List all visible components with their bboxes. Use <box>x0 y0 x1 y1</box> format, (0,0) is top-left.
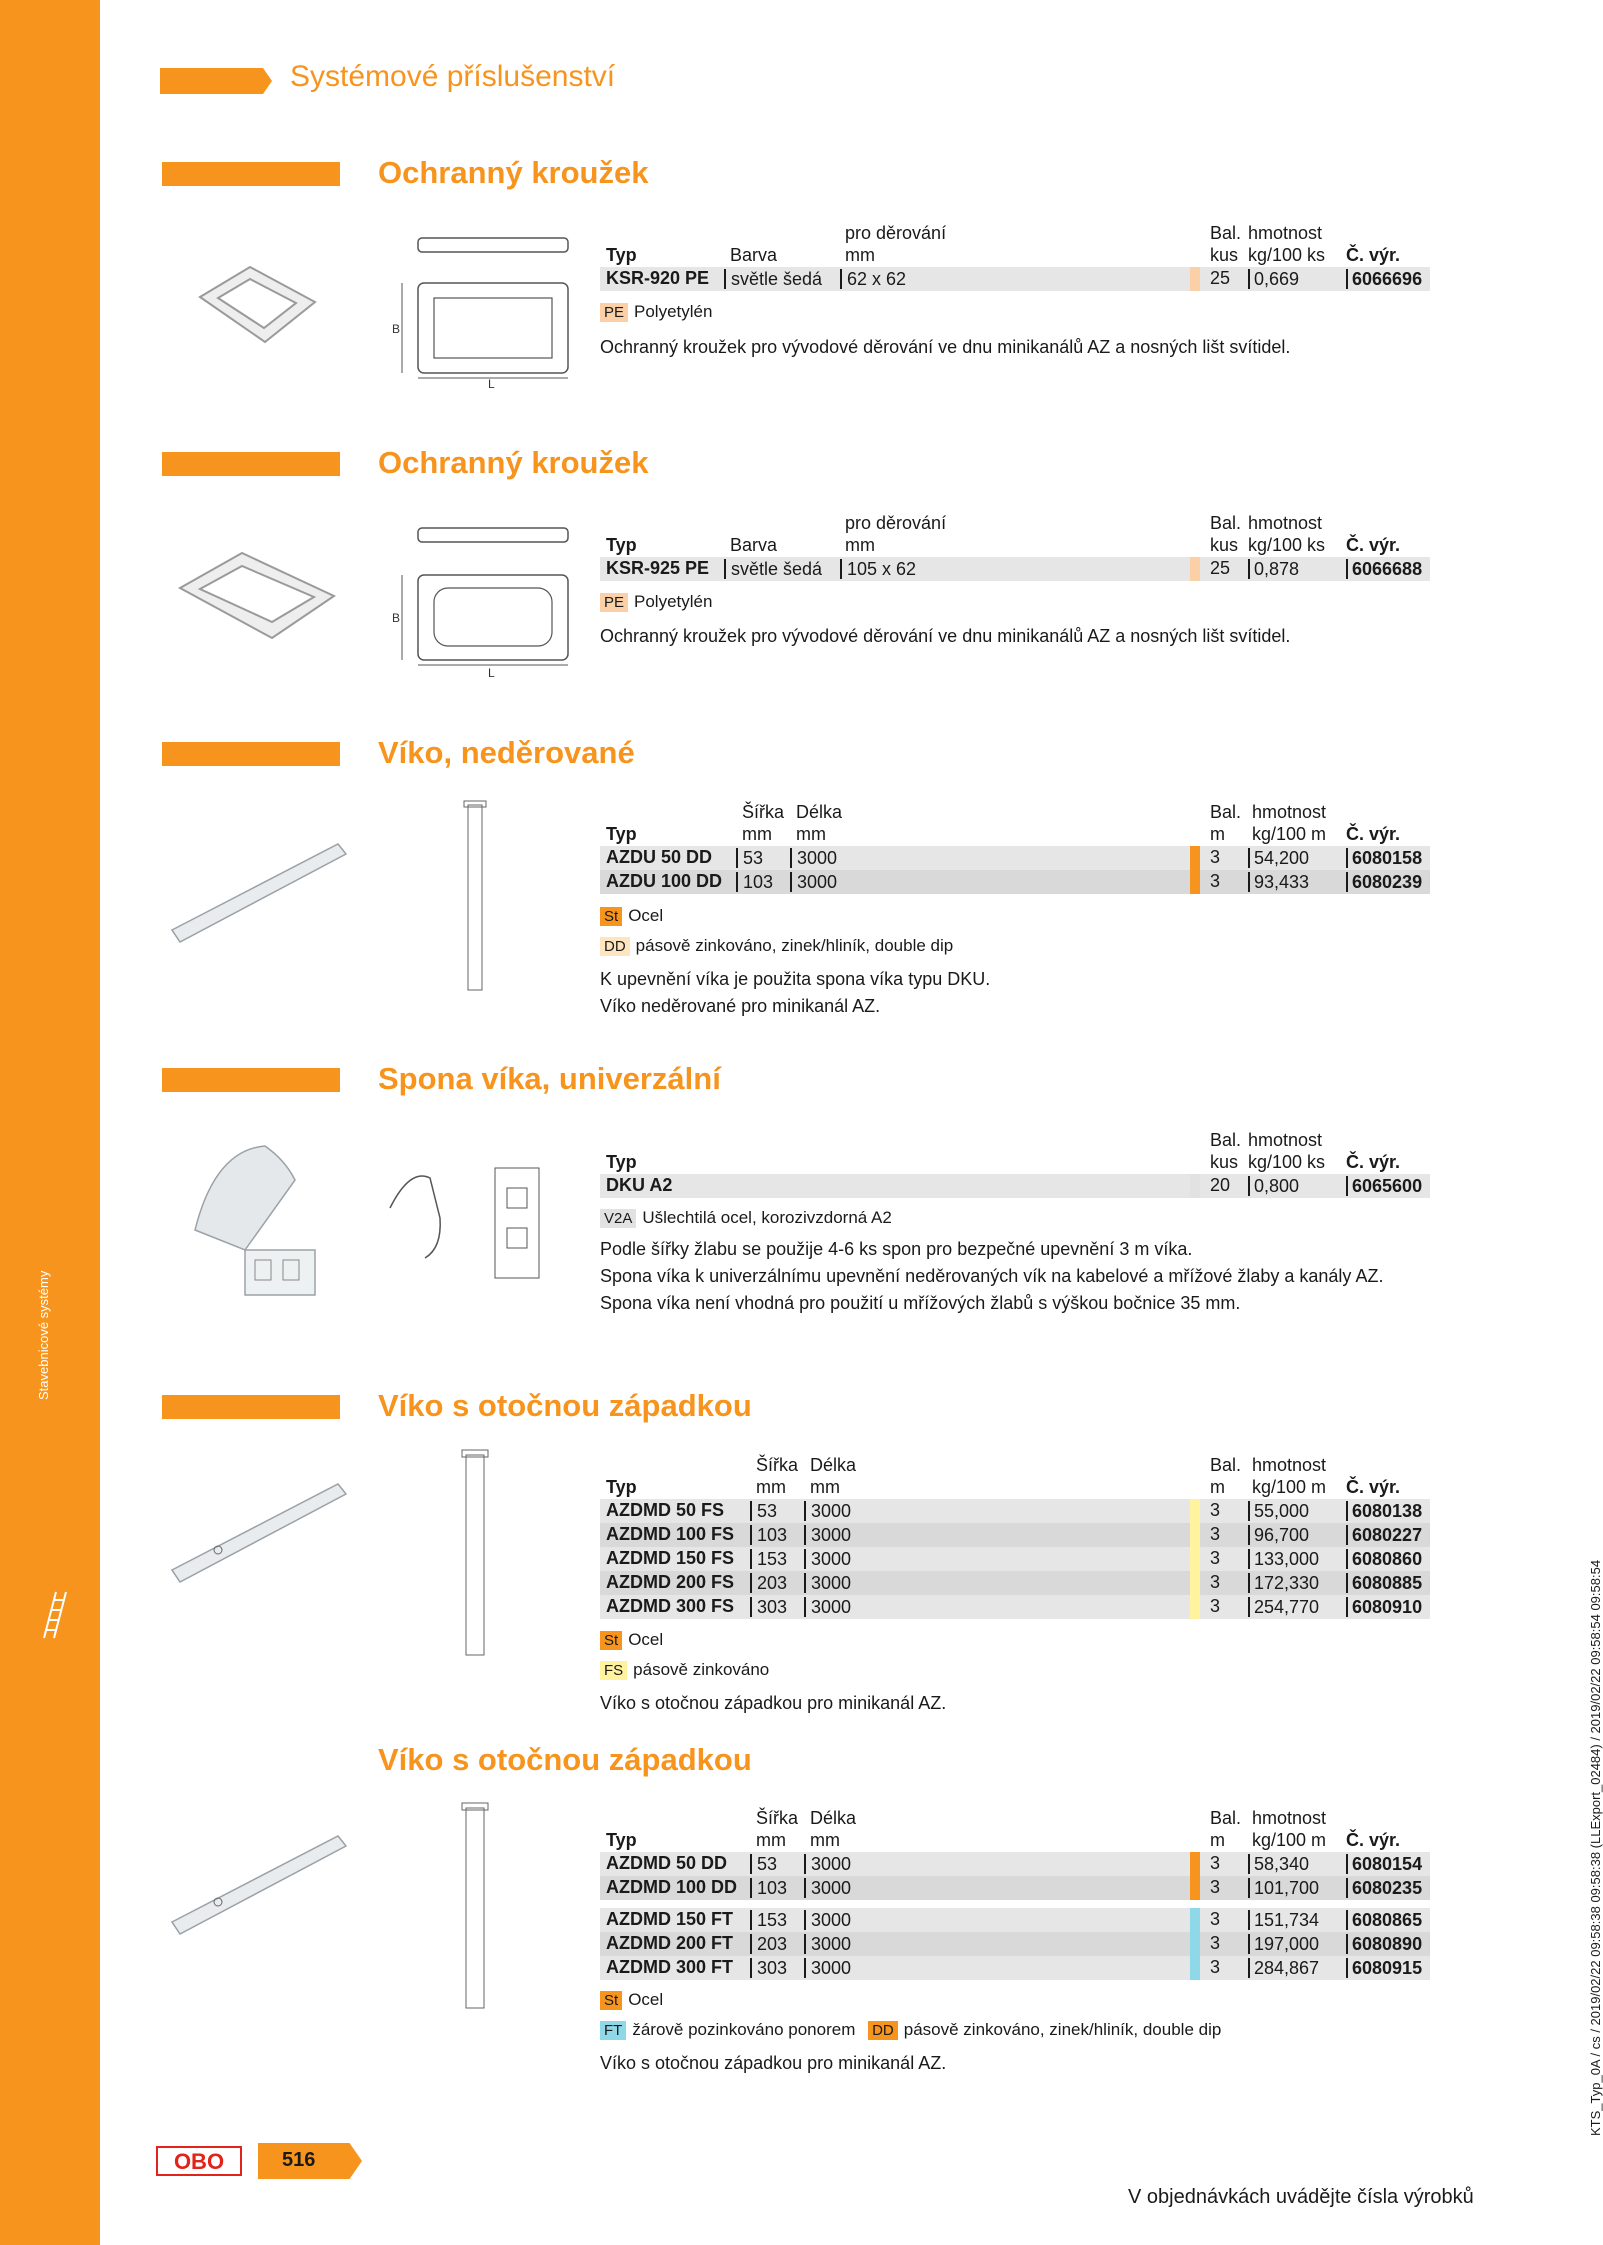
protective-ring-drawing <box>388 520 583 680</box>
obo-logo <box>156 2145 242 2177</box>
th-art: Č. výr. <box>1346 535 1401 555</box>
description-line: Víko neděrované pro minikanál AZ. <box>600 996 881 1016</box>
material-code: St <box>600 907 622 926</box>
cell-bal: 3 <box>1210 1500 1221 1520</box>
description <box>600 1236 1420 1317</box>
material-code: V2A <box>600 1209 636 1228</box>
material-line <box>600 936 953 956</box>
th-art: Č. výr. <box>1346 1477 1401 1497</box>
th-col1-l1: pro děrování <box>845 223 947 243</box>
th-hm-l1: hmotnost <box>1252 1808 1327 1828</box>
cell-art: 6080239 <box>1346 872 1422 892</box>
th-bal-l1: Bal. <box>1210 1455 1242 1475</box>
th-typ: Typ <box>606 535 637 555</box>
cell-c2: 3000 <box>804 1854 851 1874</box>
cell-art: 6066688 <box>1346 559 1422 579</box>
material-code: DD <box>600 937 630 956</box>
th-typ: Typ <box>606 1477 637 1497</box>
cell-c2: 3000 <box>804 1597 851 1617</box>
cover-clip-drawing <box>370 1148 570 1298</box>
th-typ: Typ <box>606 245 637 265</box>
th-c2-l1: Délka <box>796 802 843 822</box>
th-art: Č. výr. <box>1346 245 1401 265</box>
th-art: Č. výr. <box>1346 1830 1401 1850</box>
th-c1-l2: mm <box>742 824 772 844</box>
cell-hm: 58,340 <box>1248 1854 1309 1874</box>
th-bal-l1: Bal. <box>1210 1808 1242 1828</box>
cell-c2: 3000 <box>804 1910 851 1930</box>
product-table <box>600 802 1430 894</box>
table-row <box>600 1595 1430 1619</box>
section-bar <box>162 452 340 476</box>
cell-c2: 3000 <box>804 1958 851 1978</box>
material-text: pásově zinkováno, zinek/hliník, double dip <box>635 936 954 955</box>
description-line: Víko s otočnou západkou pro minikanál AZ. <box>600 2053 947 2073</box>
description <box>600 334 1420 361</box>
section-title: Spona víka, univerzální <box>378 1061 721 1096</box>
th-c2-l2: mm <box>810 1830 840 1850</box>
protective-ring-drawing <box>388 228 583 391</box>
cell-art: 6080227 <box>1346 1525 1422 1545</box>
th-barva: Barva <box>730 245 778 265</box>
th-hm-l2: kg/100 m <box>1252 1830 1327 1850</box>
cell-art: 6080910 <box>1346 1597 1422 1617</box>
description-line: K upevnění víka je použita spona víka typu DKU. <box>600 969 991 989</box>
th-bal-l2: kus <box>1210 535 1239 555</box>
description-line: Podle šířky žlabu se použije 4-6 ks spon pro bezpečné upevnění 3 m víka. <box>600 1239 1193 1259</box>
cell-hm: 172,330 <box>1248 1573 1319 1593</box>
cell-bal: 25 <box>1210 268 1231 288</box>
material-mark <box>1190 1595 1200 1619</box>
dim-l-label: L <box>488 666 495 680</box>
cell-art: 6065600 <box>1346 1176 1422 1196</box>
cover-clip-image <box>185 1140 325 1305</box>
cell-hm: 197,000 <box>1248 1934 1319 1954</box>
material-mark <box>1190 1956 1200 1980</box>
material-line <box>600 1630 663 1650</box>
table-row <box>600 1571 1430 1595</box>
description-line: Víko s otočnou západkou pro minikanál AZ. <box>600 1693 947 1713</box>
cable-ladder-icon <box>40 1590 70 1640</box>
cell-typ: KSR-920 PE <box>606 268 710 288</box>
cover-plain-drawing <box>450 795 500 995</box>
table-row <box>600 1174 1430 1198</box>
material-text: Ocel <box>628 1630 664 1649</box>
dim-l-label: L <box>488 377 495 391</box>
cell-art: 6080890 <box>1346 1934 1422 1954</box>
material-code: St <box>600 1991 622 2010</box>
cell-typ: AZDMD 100 DD <box>606 1877 738 1897</box>
th-c2-l1: Délka <box>810 1808 857 1828</box>
th-barva: Barva <box>730 535 778 555</box>
cell-hm: 55,000 <box>1248 1501 1309 1521</box>
material-text: pásově zinkováno <box>633 1660 770 1679</box>
th-hm-l2: kg/100 ks <box>1248 1152 1326 1172</box>
material-code: PE <box>600 593 628 612</box>
table-row <box>600 1852 1430 1876</box>
cell-c2: 3000 <box>804 1549 851 1569</box>
cell-bal: 3 <box>1210 1596 1221 1616</box>
cell-hm: 284,867 <box>1248 1958 1319 1978</box>
th-bal-l2: m <box>1210 1830 1225 1850</box>
cover-plain-image <box>168 840 348 950</box>
th-col1-l2: mm <box>845 535 875 555</box>
cell-c2: 3000 <box>804 1573 851 1593</box>
cell-art: 6080915 <box>1346 1958 1422 1978</box>
material-text: Polyetylén <box>634 592 713 611</box>
th-hm-l1: hmotnost <box>1252 1455 1327 1475</box>
cell-art: 6080154 <box>1346 1854 1422 1874</box>
description-line: Spona víka není vhodná pro použití u mřížových žlabů s výškou bočnice 35 mm. <box>600 1293 1241 1313</box>
cell-bal: 3 <box>1210 1909 1221 1929</box>
section-bar <box>162 742 340 766</box>
cell-c1: 105 x 62 <box>840 559 916 579</box>
cell-hm: 151,734 <box>1248 1910 1319 1930</box>
logo-text: OBO <box>173 2149 225 2174</box>
cell-typ: AZDMD 150 FS <box>606 1548 735 1568</box>
th-c2-l2: mm <box>796 824 826 844</box>
cell-typ: DKU A2 <box>606 1175 673 1195</box>
cell-c2: 3000 <box>790 848 837 868</box>
cell-c1: 153 <box>750 1910 787 1930</box>
description-line: Ochranný kroužek pro vývodové děrování ve dnu minikanálů AZ a nosných lišt svítidel. <box>600 626 1291 646</box>
table-row <box>600 1956 1430 1980</box>
product-table <box>600 1455 1430 1619</box>
page-number: 516 <box>282 2149 316 2171</box>
cell-typ: AZDMD 50 DD <box>606 1853 728 1873</box>
material-text: Ušlechtilá ocel, korozivzdorná A2 <box>642 1208 892 1227</box>
th-bal-l2: m <box>1210 1477 1225 1497</box>
material-line <box>600 592 712 612</box>
material-line <box>600 1660 769 1680</box>
table-row <box>600 557 1430 581</box>
cell-c1: 53 <box>736 848 763 868</box>
section-bar <box>162 1395 340 1419</box>
th-bal-l1: Bal. <box>1210 1130 1242 1150</box>
cell-c1: 62 x 62 <box>840 269 906 289</box>
description-line: Ochranný kroužek pro vývodové děrování ve dnu minikanálů AZ a nosných lišt svítidel. <box>600 337 1291 357</box>
cell-bal: 3 <box>1210 1548 1221 1568</box>
sidebar-label: Stavebnicové systémy <box>36 1270 51 1400</box>
cell-hm: 254,770 <box>1248 1597 1319 1617</box>
cell-c2: 3000 <box>804 1934 851 1954</box>
product-table <box>600 1808 1430 1980</box>
cell-c2: 3000 <box>790 872 837 892</box>
cell-c1: 103 <box>736 872 773 892</box>
th-c1-l1: Šířka <box>756 1808 799 1828</box>
material-mark <box>1190 1523 1200 1547</box>
cell-c1: 303 <box>750 1958 787 1978</box>
cell-c1: 303 <box>750 1597 787 1617</box>
section-title: Víko s otočnou západkou <box>378 1742 752 1777</box>
cell-art: 6080138 <box>1346 1501 1422 1521</box>
cell-bal: 3 <box>1210 1933 1221 1953</box>
cell-art: 6080885 <box>1346 1573 1422 1593</box>
cell-art: 6080865 <box>1346 1910 1422 1930</box>
cell-c2: 3000 <box>804 1525 851 1545</box>
material-line <box>600 2020 1221 2040</box>
cell-bal: 3 <box>1210 1572 1221 1592</box>
section-title: Víko s otočnou západkou <box>378 1388 752 1423</box>
description-line: Spona víka k univerzálnímu upevnění neděrovaných vík na kabelové a mřížové žlaby a kanály AZ. <box>600 1266 1384 1286</box>
document-meta: KTS_Typ_0A / cs / 2019/02/22 09:58:38 09:58:38 (LLExport_02484) / 2019/02/22 09:58:54 09:58:54 <box>1588 1559 1603 2136</box>
th-col1-l1: pro děrování <box>845 513 947 533</box>
cell-typ: AZDU 100 DD <box>606 871 723 891</box>
th-c1-l1: Šířka <box>742 802 785 822</box>
material-code: PE <box>600 303 628 322</box>
cell-hm: 0,878 <box>1248 559 1299 579</box>
table-row <box>600 1523 1430 1547</box>
cell-c1: 203 <box>750 1573 787 1593</box>
material-line <box>600 302 712 322</box>
material-mark <box>1190 1852 1200 1876</box>
cell-c1: 103 <box>750 1525 787 1545</box>
cell-c1: 103 <box>750 1878 787 1898</box>
description <box>600 623 1420 650</box>
page-title: Systémové příslušenství <box>290 60 616 93</box>
th-bal-l2: m <box>1210 824 1225 844</box>
material-mark <box>1190 1174 1200 1198</box>
material-mark <box>1190 846 1200 870</box>
cell-art: 6080860 <box>1346 1549 1422 1569</box>
table-row <box>600 1547 1430 1571</box>
th-hm-l1: hmotnost <box>1248 513 1323 533</box>
th-hm-l1: hmotnost <box>1248 223 1323 243</box>
cell-typ: AZDMD 300 FS <box>606 1596 735 1616</box>
table-row <box>600 846 1430 870</box>
cell-typ: KSR-925 PE <box>606 558 710 578</box>
th-art: Č. výr. <box>1346 824 1401 844</box>
material-mark <box>1190 1876 1200 1900</box>
cell-bal: 20 <box>1210 1175 1231 1195</box>
section-bar <box>162 162 340 186</box>
cell-hm: 0,669 <box>1248 269 1299 289</box>
cell-c1: 53 <box>750 1501 777 1521</box>
th-c1-l2: mm <box>756 1477 786 1497</box>
description <box>600 1690 1420 1717</box>
table-row <box>600 1908 1430 1932</box>
cell-hm: 101,700 <box>1248 1878 1319 1898</box>
cell-c2: 3000 <box>804 1878 851 1898</box>
th-typ: Typ <box>606 1830 637 1850</box>
material-mark <box>1190 1571 1200 1595</box>
material-code: St <box>600 1631 622 1650</box>
th-hm-l1: hmotnost <box>1248 1130 1323 1150</box>
cover-latch-image <box>168 1480 348 1590</box>
table-row <box>600 267 1430 291</box>
th-c2-l2: mm <box>810 1477 840 1497</box>
th-hm-l2: kg/100 m <box>1252 824 1327 844</box>
th-hm-l2: kg/100 m <box>1252 1477 1327 1497</box>
cell-c1: 153 <box>750 1549 787 1569</box>
cell-c2: 3000 <box>804 1501 851 1521</box>
cell-bal: 3 <box>1210 847 1221 867</box>
material-mark <box>1190 1547 1200 1571</box>
cell-c1: 203 <box>750 1934 787 1954</box>
cell-barva: světle šedá <box>724 269 822 289</box>
th-hm-l2: kg/100 ks <box>1248 535 1326 555</box>
cell-hm: 54,200 <box>1248 848 1309 868</box>
cell-art: 6080158 <box>1346 848 1422 868</box>
section-title: Ochranný kroužek <box>378 445 649 480</box>
material-text: Ocel <box>628 1990 664 2009</box>
material-text: žárově pozinkováno ponorem <box>632 2020 856 2039</box>
table-row <box>600 1499 1430 1523</box>
th-bal-l1: Bal. <box>1210 802 1242 822</box>
cell-bal: 3 <box>1210 1853 1221 1873</box>
table-row <box>600 1932 1430 1956</box>
th-bal-l2: kus <box>1210 245 1239 265</box>
material-mark <box>1190 1499 1200 1523</box>
table-row <box>600 870 1430 894</box>
cell-bal: 3 <box>1210 1877 1221 1897</box>
cell-typ: AZDMD 100 FS <box>606 1524 735 1544</box>
material-line <box>600 1208 892 1228</box>
material-text: Polyetylén <box>634 302 713 321</box>
cell-hm: 0,800 <box>1248 1176 1299 1196</box>
material-line <box>600 906 663 926</box>
material-mark <box>1190 1908 1200 1932</box>
th-hm-l2: kg/100 ks <box>1248 245 1326 265</box>
cell-bal: 3 <box>1210 1524 1221 1544</box>
protective-ring-image <box>172 548 342 648</box>
header-tab <box>160 68 272 94</box>
cell-bal: 3 <box>1210 1957 1221 1977</box>
cell-c1: 53 <box>750 1854 777 1874</box>
product-table <box>600 223 1430 291</box>
dim-b-label: B <box>392 322 401 336</box>
product-table <box>600 513 1430 581</box>
table-row <box>600 1876 1430 1900</box>
section-bar <box>162 1068 340 1092</box>
th-c1-l1: Šířka <box>756 1455 799 1475</box>
protective-ring-image <box>190 262 325 352</box>
cell-typ: AZDU 50 DD <box>606 847 713 867</box>
cover-latch-image <box>168 1832 348 1942</box>
th-bal-l1: Bal. <box>1210 223 1242 243</box>
material-mark <box>1190 557 1200 581</box>
cell-art: 6080235 <box>1346 1878 1422 1898</box>
material-line <box>600 1990 663 2010</box>
th-typ: Typ <box>606 824 637 844</box>
cover-latch-drawing <box>450 1445 500 1660</box>
cell-barva: světle šedá <box>724 559 822 579</box>
cell-typ: AZDMD 300 FT <box>606 1957 734 1977</box>
material-code: FS <box>600 1661 627 1680</box>
cell-typ: AZDMD 150 FT <box>606 1909 734 1929</box>
material-text: Ocel <box>628 906 664 925</box>
cell-hm: 133,000 <box>1248 1549 1319 1569</box>
material-code: DD <box>868 2021 898 2040</box>
cell-bal: 3 <box>1210 871 1221 891</box>
product-table <box>600 1130 1430 1198</box>
th-c2-l1: Délka <box>810 1455 857 1475</box>
material-mark <box>1190 1932 1200 1956</box>
cell-hm: 96,700 <box>1248 1525 1309 1545</box>
cell-hm: 93,433 <box>1248 872 1309 892</box>
th-c1-l2: mm <box>756 1830 786 1850</box>
section-title: Ochranný kroužek <box>378 155 649 190</box>
th-typ: Typ <box>606 1152 637 1172</box>
cover-latch-drawing <box>450 1798 500 2013</box>
description <box>600 2050 1420 2077</box>
cell-bal: 25 <box>1210 558 1231 578</box>
th-art: Č. výr. <box>1346 1152 1401 1172</box>
cell-typ: AZDMD 200 FS <box>606 1572 735 1592</box>
th-bal-l1: Bal. <box>1210 513 1242 533</box>
material-text: pásově zinkováno, zinek/hliník, double dip <box>903 2020 1222 2039</box>
description <box>600 966 1420 1020</box>
section-title: Víko, neděrované <box>378 735 635 770</box>
footer-note: V objednávkách uvádějte čísla výrobků <box>1128 2186 1474 2208</box>
material-code: FT <box>600 2021 626 2040</box>
th-col1-l2: mm <box>845 245 875 265</box>
dim-b-label: B <box>392 611 401 625</box>
left-color-bar <box>0 0 100 2245</box>
th-bal-l2: kus <box>1210 1152 1239 1172</box>
cell-typ: AZDMD 50 FS <box>606 1500 725 1520</box>
cell-art: 6066696 <box>1346 269 1422 289</box>
cell-typ: AZDMD 200 FT <box>606 1933 734 1953</box>
th-hm-l1: hmotnost <box>1252 802 1327 822</box>
material-mark <box>1190 870 1200 894</box>
material-mark <box>1190 267 1200 291</box>
